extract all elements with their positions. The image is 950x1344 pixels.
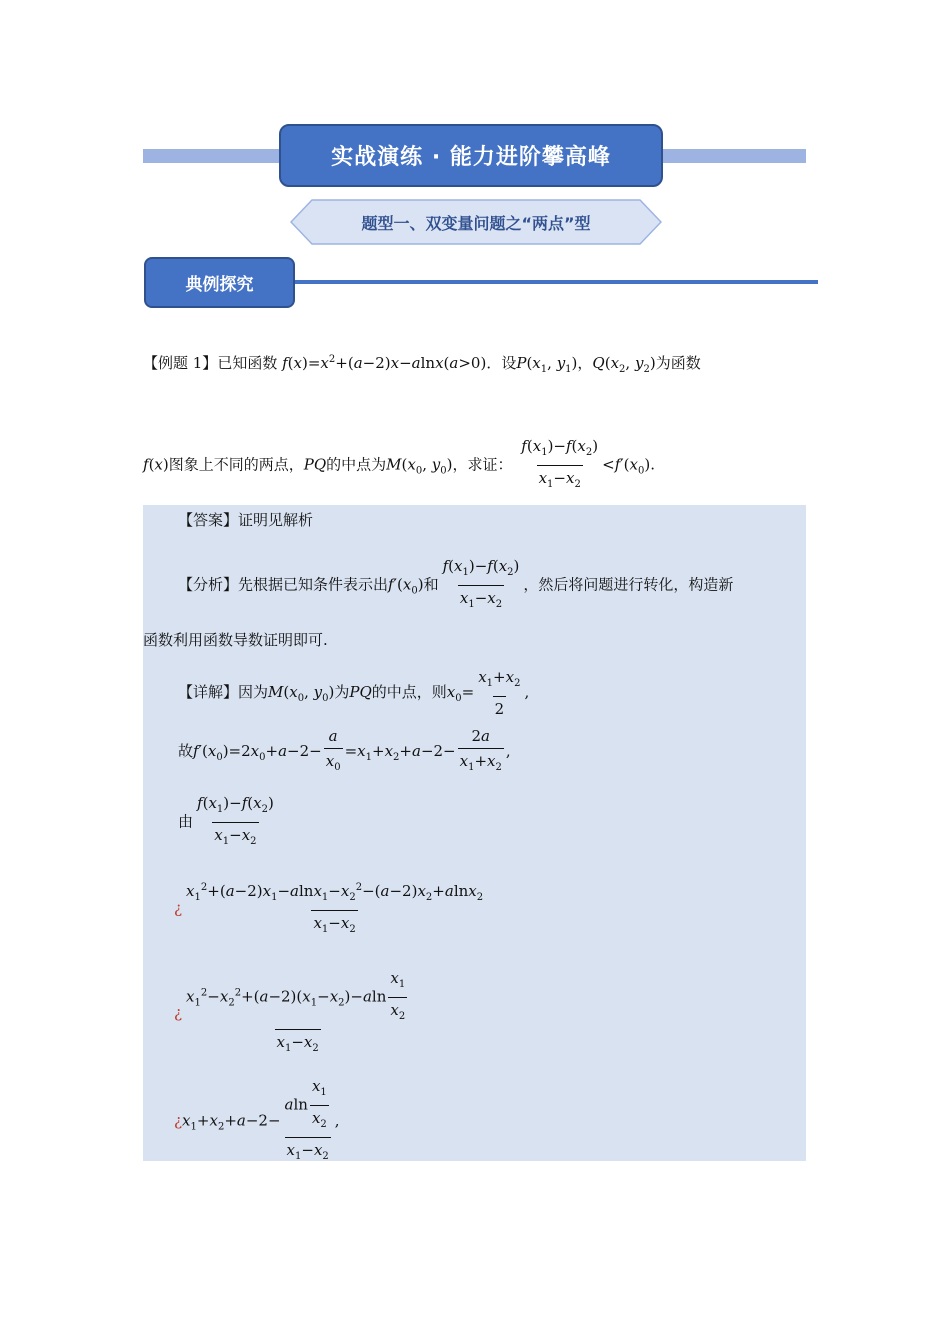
problem-desc-1: 为函数 bbox=[655, 354, 701, 372]
title-decoration-right bbox=[660, 149, 806, 163]
problem-desc-3: 的中点为 bbox=[326, 455, 387, 474]
detail-text-3: 的中点，则 bbox=[371, 683, 447, 701]
detail-line-4: ¿ $\frac{x_1^2+(a-2)x_1-alnx_1-x_2^2-(a-2)x_2+alnx_2}{x_1-x_2}$ bbox=[174, 878, 487, 940]
analysis-label: 【分析】 bbox=[178, 575, 239, 594]
title-decoration-left bbox=[143, 149, 283, 163]
artifact-char: ¿ bbox=[174, 1003, 183, 1022]
section-rule bbox=[295, 280, 818, 284]
problem-desc-2: 图象上不同的两点， bbox=[168, 455, 304, 474]
answer-line bbox=[178, 508, 313, 532]
detail-text-2: 为 bbox=[334, 683, 350, 701]
answer-text: 证明见解析 bbox=[238, 511, 314, 529]
detail-line-2: 故$f'(x_0)=2x_0+a-2-$ $\frac{a}{x_0}$ $=x_1+x_2+a-2-$ $\frac{2a}{x_1+x_2}$ , bbox=[178, 726, 511, 778]
detail-line-3: 由 $\frac{f(x_1)-f(x_2)}{x_1-x_2}$ bbox=[178, 793, 278, 852]
analysis-text-2: ，然后将问题进行转化，构造新 bbox=[523, 575, 734, 594]
problem-intro: 已知函数 bbox=[217, 354, 278, 372]
detail-label: 【详解】 bbox=[178, 683, 239, 701]
problem-line-2: f(x)图象上不同的两点，PQ的中点为$M(x_0$, $y_0$)，求证： $\frac{f(x_1)-f(x_2)}{x_1-x_2}$ $<f'(x_0)$. bbox=[143, 436, 655, 495]
detail-line-5: ¿ $x_1^2-x_2^2+(a-2)(x_1-x_2)-aln$ $\frac{x_1}{x_2}$ $x_1-x_2$ bbox=[174, 968, 413, 1059]
problem-label: 【例题 1】 bbox=[143, 354, 218, 372]
artifact-char: ¿ bbox=[174, 899, 183, 917]
analysis-line-1: 【分析】先根据已知条件表示出$f'(x_0)$和 $\frac{f(x_1)-f(x_2)}{x_1-x_2}$ ，然后将问题进行转化，构造新 bbox=[178, 556, 733, 615]
artifact-char: ¿ bbox=[174, 1111, 183, 1130]
so-label: 故 bbox=[178, 742, 194, 760]
detail-line-1: 【详解】因为$M(x_0$, $y_0$)为PQ的中点，则$x_0=$ $\frac{x_1+x_2}{2}$ , bbox=[178, 668, 530, 718]
subtitle: 题型一、双变量问题之“两点”型 bbox=[361, 213, 591, 233]
detail-line-6: ¿$x_1+x_2+a-2-$ aln $\frac{x_1}{x_2}$ $x_1-x_2$ , bbox=[174, 1076, 340, 1167]
page-title: 实战演练 · 能力进阶攀高峰 bbox=[279, 124, 663, 187]
section-heading: 典例探究 bbox=[144, 257, 295, 308]
problem-prove: 求证： bbox=[467, 455, 513, 474]
detail-text-1: 因为 bbox=[238, 683, 269, 701]
problem-cond: 设 bbox=[501, 354, 517, 372]
answer-label: 【答案】 bbox=[178, 511, 239, 529]
from-label: 由 bbox=[178, 812, 194, 831]
analysis-and: 和 bbox=[423, 575, 439, 594]
analysis-line-2: 函数利用函数导数证明即可. bbox=[143, 631, 328, 649]
problem-line-1: 【例题 1】已知函数 $f(x)=x^2+(a-2)x-alnx(a>0)$．设$P(x_1$, $y_1$)，$Q(x_2$, $y_2$)为函数 bbox=[143, 354, 701, 375]
analysis-text-1: 先根据已知条件表示出 bbox=[238, 575, 389, 594]
